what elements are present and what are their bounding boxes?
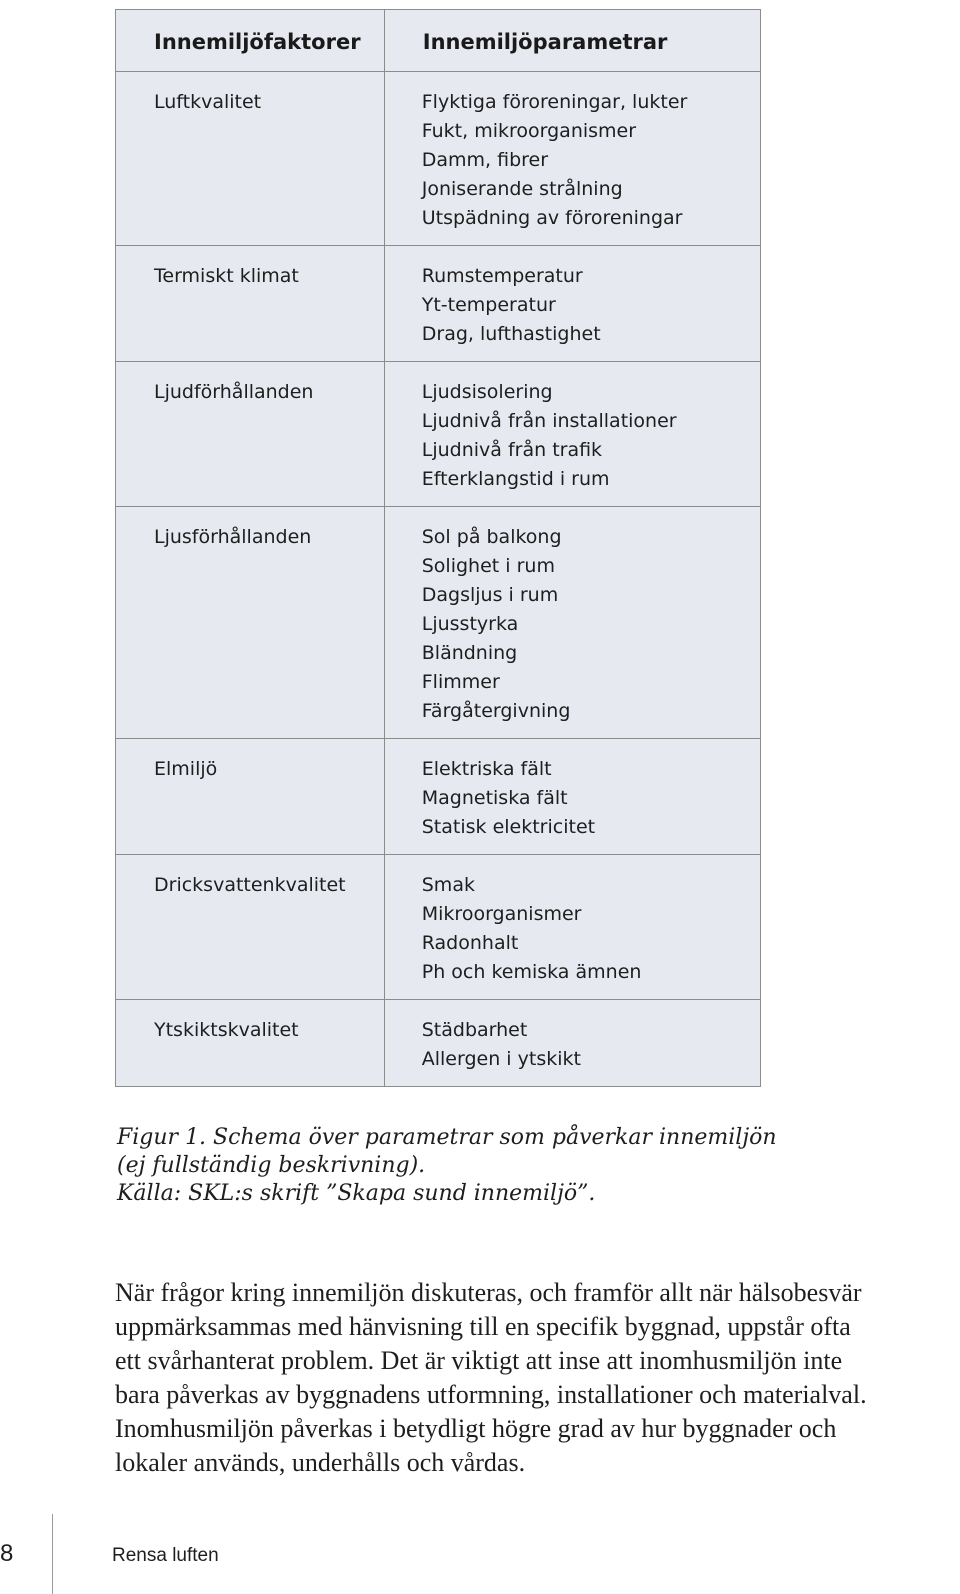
parameter-item: Städbarhet	[421, 1019, 528, 1041]
parameter-item: Allergen i ytskikt	[421, 1048, 581, 1070]
body-line: Inomhusmiljön påverkas i betydligt högre grad av hur byggnader och	[115, 1414, 837, 1443]
parameter-item: Färgåtergivning	[421, 700, 571, 722]
parameter-item: Mikroorganismer	[421, 903, 582, 925]
parameter-item: Bländning	[421, 642, 518, 664]
table-row	[116, 72, 761, 246]
figure-caption	[117, 1124, 777, 1208]
parameter-item: Rumstemperatur	[421, 265, 583, 287]
parameter-item: Drag, lufthastighet	[421, 323, 601, 345]
parameter-item: Flimmer	[421, 671, 500, 693]
body-line: lokaler används, underhålls och vårdas.	[115, 1448, 526, 1477]
parameter-item: Damm, fibrer	[421, 149, 549, 171]
table-row	[116, 739, 761, 855]
parameter-item: Yt-temperatur	[421, 294, 556, 316]
body-line: bara påverkas av byggnadens utformning, installationer och materialval.	[115, 1380, 867, 1409]
parameter-item: Radonhalt	[421, 932, 519, 954]
parameters-cell	[384, 1000, 760, 1087]
parameter-item: Flyktiga föroreningar, lukter	[421, 91, 688, 113]
factor-cell: Ljudförhållanden	[116, 362, 385, 507]
parameter-item: Ljudsisolering	[421, 381, 553, 403]
parameter-item: Smak	[421, 874, 475, 896]
table-row	[116, 246, 761, 362]
body-paragraph	[115, 1276, 955, 1480]
parameter-item: Ph och kemiska ämnen	[421, 961, 642, 983]
header-factors: Innemiljöfaktorer	[116, 10, 385, 72]
table-body	[116, 72, 761, 1087]
parameter-item: Magnetiska fält	[421, 787, 568, 809]
parameter-item: Sol på balkong	[421, 526, 562, 548]
parameter-item: Dagsljus i rum	[421, 584, 559, 606]
factor-cell: Termiskt klimat	[116, 246, 385, 362]
parameters-cell	[384, 507, 760, 739]
factor-cell: Dricksvattenkvalitet	[116, 855, 385, 1000]
factor-cell: Ytskiktskvalitet	[116, 1000, 385, 1087]
page-number: 8	[0, 1540, 14, 1567]
table-row	[116, 362, 761, 507]
parameters-cell	[384, 362, 760, 507]
parameter-item: Ljusstyrka	[421, 613, 519, 635]
table-row	[116, 855, 761, 1000]
parameter-item: Ljudnivå från installationer	[421, 410, 677, 432]
parameters-cell	[384, 739, 760, 855]
parameter-item: Ljudnivå från trafik	[421, 439, 603, 461]
parameter-table	[115, 9, 761, 1087]
factor-cell: Ljusförhållanden	[116, 507, 385, 739]
parameter-item: Fukt, mikroorganismer	[421, 120, 637, 142]
header-parameters: Innemiljöparametrar	[384, 10, 760, 72]
caption-line: Figur 1. Schema över parametrar som påverkar innemiljön	[117, 1125, 777, 1150]
parameters-cell	[384, 72, 760, 246]
body-line: uppmärksammas med hänvisning till en specifik byggnad, uppstår ofta	[115, 1312, 851, 1341]
parameter-item: Joniserande strålning	[421, 178, 623, 200]
footer-divider	[52, 1514, 53, 1594]
factor-cell: Luftkvalitet	[116, 72, 385, 246]
parameter-item: Elektriska fält	[421, 758, 552, 780]
factor-cell: Elmiljö	[116, 739, 385, 855]
caption-line: (ej fullständig beskrivning).	[117, 1153, 426, 1178]
table-row	[116, 1000, 761, 1087]
parameters-cell	[384, 855, 760, 1000]
parameter-item: Utspädning av föroreningar	[421, 207, 683, 229]
parameter-item: Solighet i rum	[421, 555, 555, 577]
body-line: ett svårhanterat problem. Det är viktigt att inse att inomhusmiljön inte	[115, 1346, 843, 1375]
parameters-cell	[384, 246, 760, 362]
running-title: Rensa luften	[112, 1545, 219, 1566]
parameter-item: Statisk elektricitet	[421, 816, 596, 838]
caption-line: Källa: SKL:s skrift ”Skapa sund innemiljö”.	[117, 1181, 596, 1206]
body-line: När frågor kring innemiljön diskuteras, och framför allt när hälsobesvär	[115, 1278, 862, 1307]
table-header-row	[116, 10, 761, 72]
parameter-item: Efterklangstid i rum	[421, 468, 610, 490]
table-row	[116, 507, 761, 739]
